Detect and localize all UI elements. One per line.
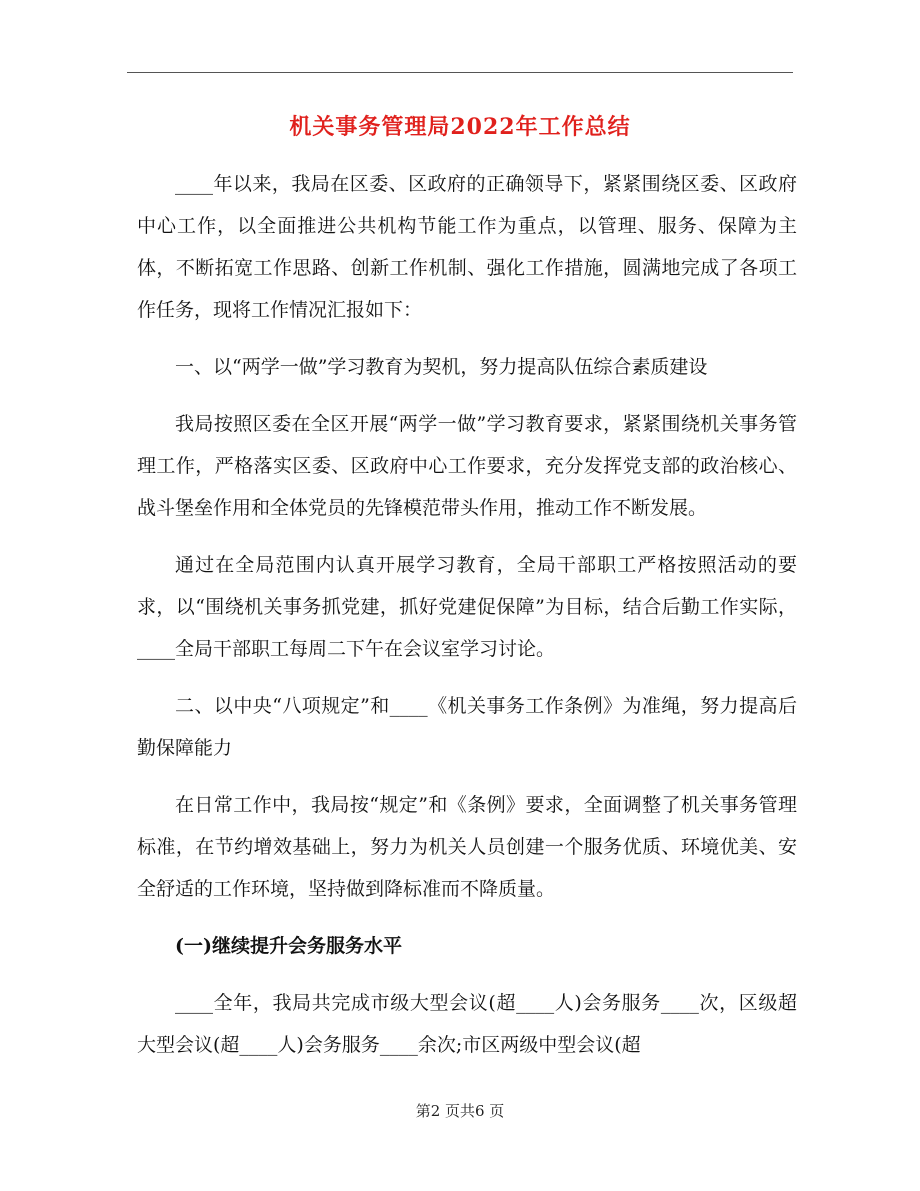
section-1-paragraph-1: 我局按照区委在全区开展“两学一做”学习教育要求，紧紧围绕机关事务管理工作，严格落实区委、区政府中心工作要求，充分发挥党支部的政治核心、战斗堡垒作用和全体党员的先锋模范带头作用，推动工作不断发展。 <box>137 413 797 519</box>
subsection-1-paragraph-1: ____全年，我局共完成市级大型会议(超____人)会务服务____次，区级超大型会议(超____人)会务服务____余次;市区两级中型会议(超 <box>137 992 797 1056</box>
section-1-paragraph-2: 通过在全局范围内认真开展学习教育，全局干部职工严格按照活动的要求，以“围绕机关事务抓党建，抓好党建促保障”为目标，结合后勤工作实际，____全局干部职工每周二下午在会议室学习讨论。 <box>137 554 797 660</box>
subsection-heading-1: (一)继续提升会务服务水平 <box>175 935 402 957</box>
section-heading-1: 一、以“两学一做”学习教育为契机，努力提高队伍综合素质建设 <box>175 356 708 378</box>
intro-paragraph: ____年以来，我局在区委、区政府的正确领导下，紧紧围绕区委、区政府中心工作，以全面推进公共机构节能工作为重点，以管理、服务、保障为主体，不断拓宽工作思路、创新工作机制、强化工作措施，圆满地完成了各项工作任务，现将工作情况汇报如下： <box>137 173 797 321</box>
document-title: 机关事务管理局2022年工作总结 <box>289 114 631 140</box>
section-2-paragraph-1: 在日常工作中，我局按“规定”和《条例》要求，全面调整了机关事务管理标准，在节约增效基础上，努力为机关人员创建一个服务优质、环境优美、安全舒适的工作环境，坚持做到降标准而不降质量。 <box>137 794 797 900</box>
section-heading-2: 二、以中央“八项规定”和____《机关事务工作条例》为准绳，努力提高后勤保障能力 <box>137 695 797 759</box>
document-body <box>137 163 797 1081</box>
header-rule <box>127 72 793 73</box>
page-number: 第2 页共6 页 <box>415 1102 505 1120</box>
